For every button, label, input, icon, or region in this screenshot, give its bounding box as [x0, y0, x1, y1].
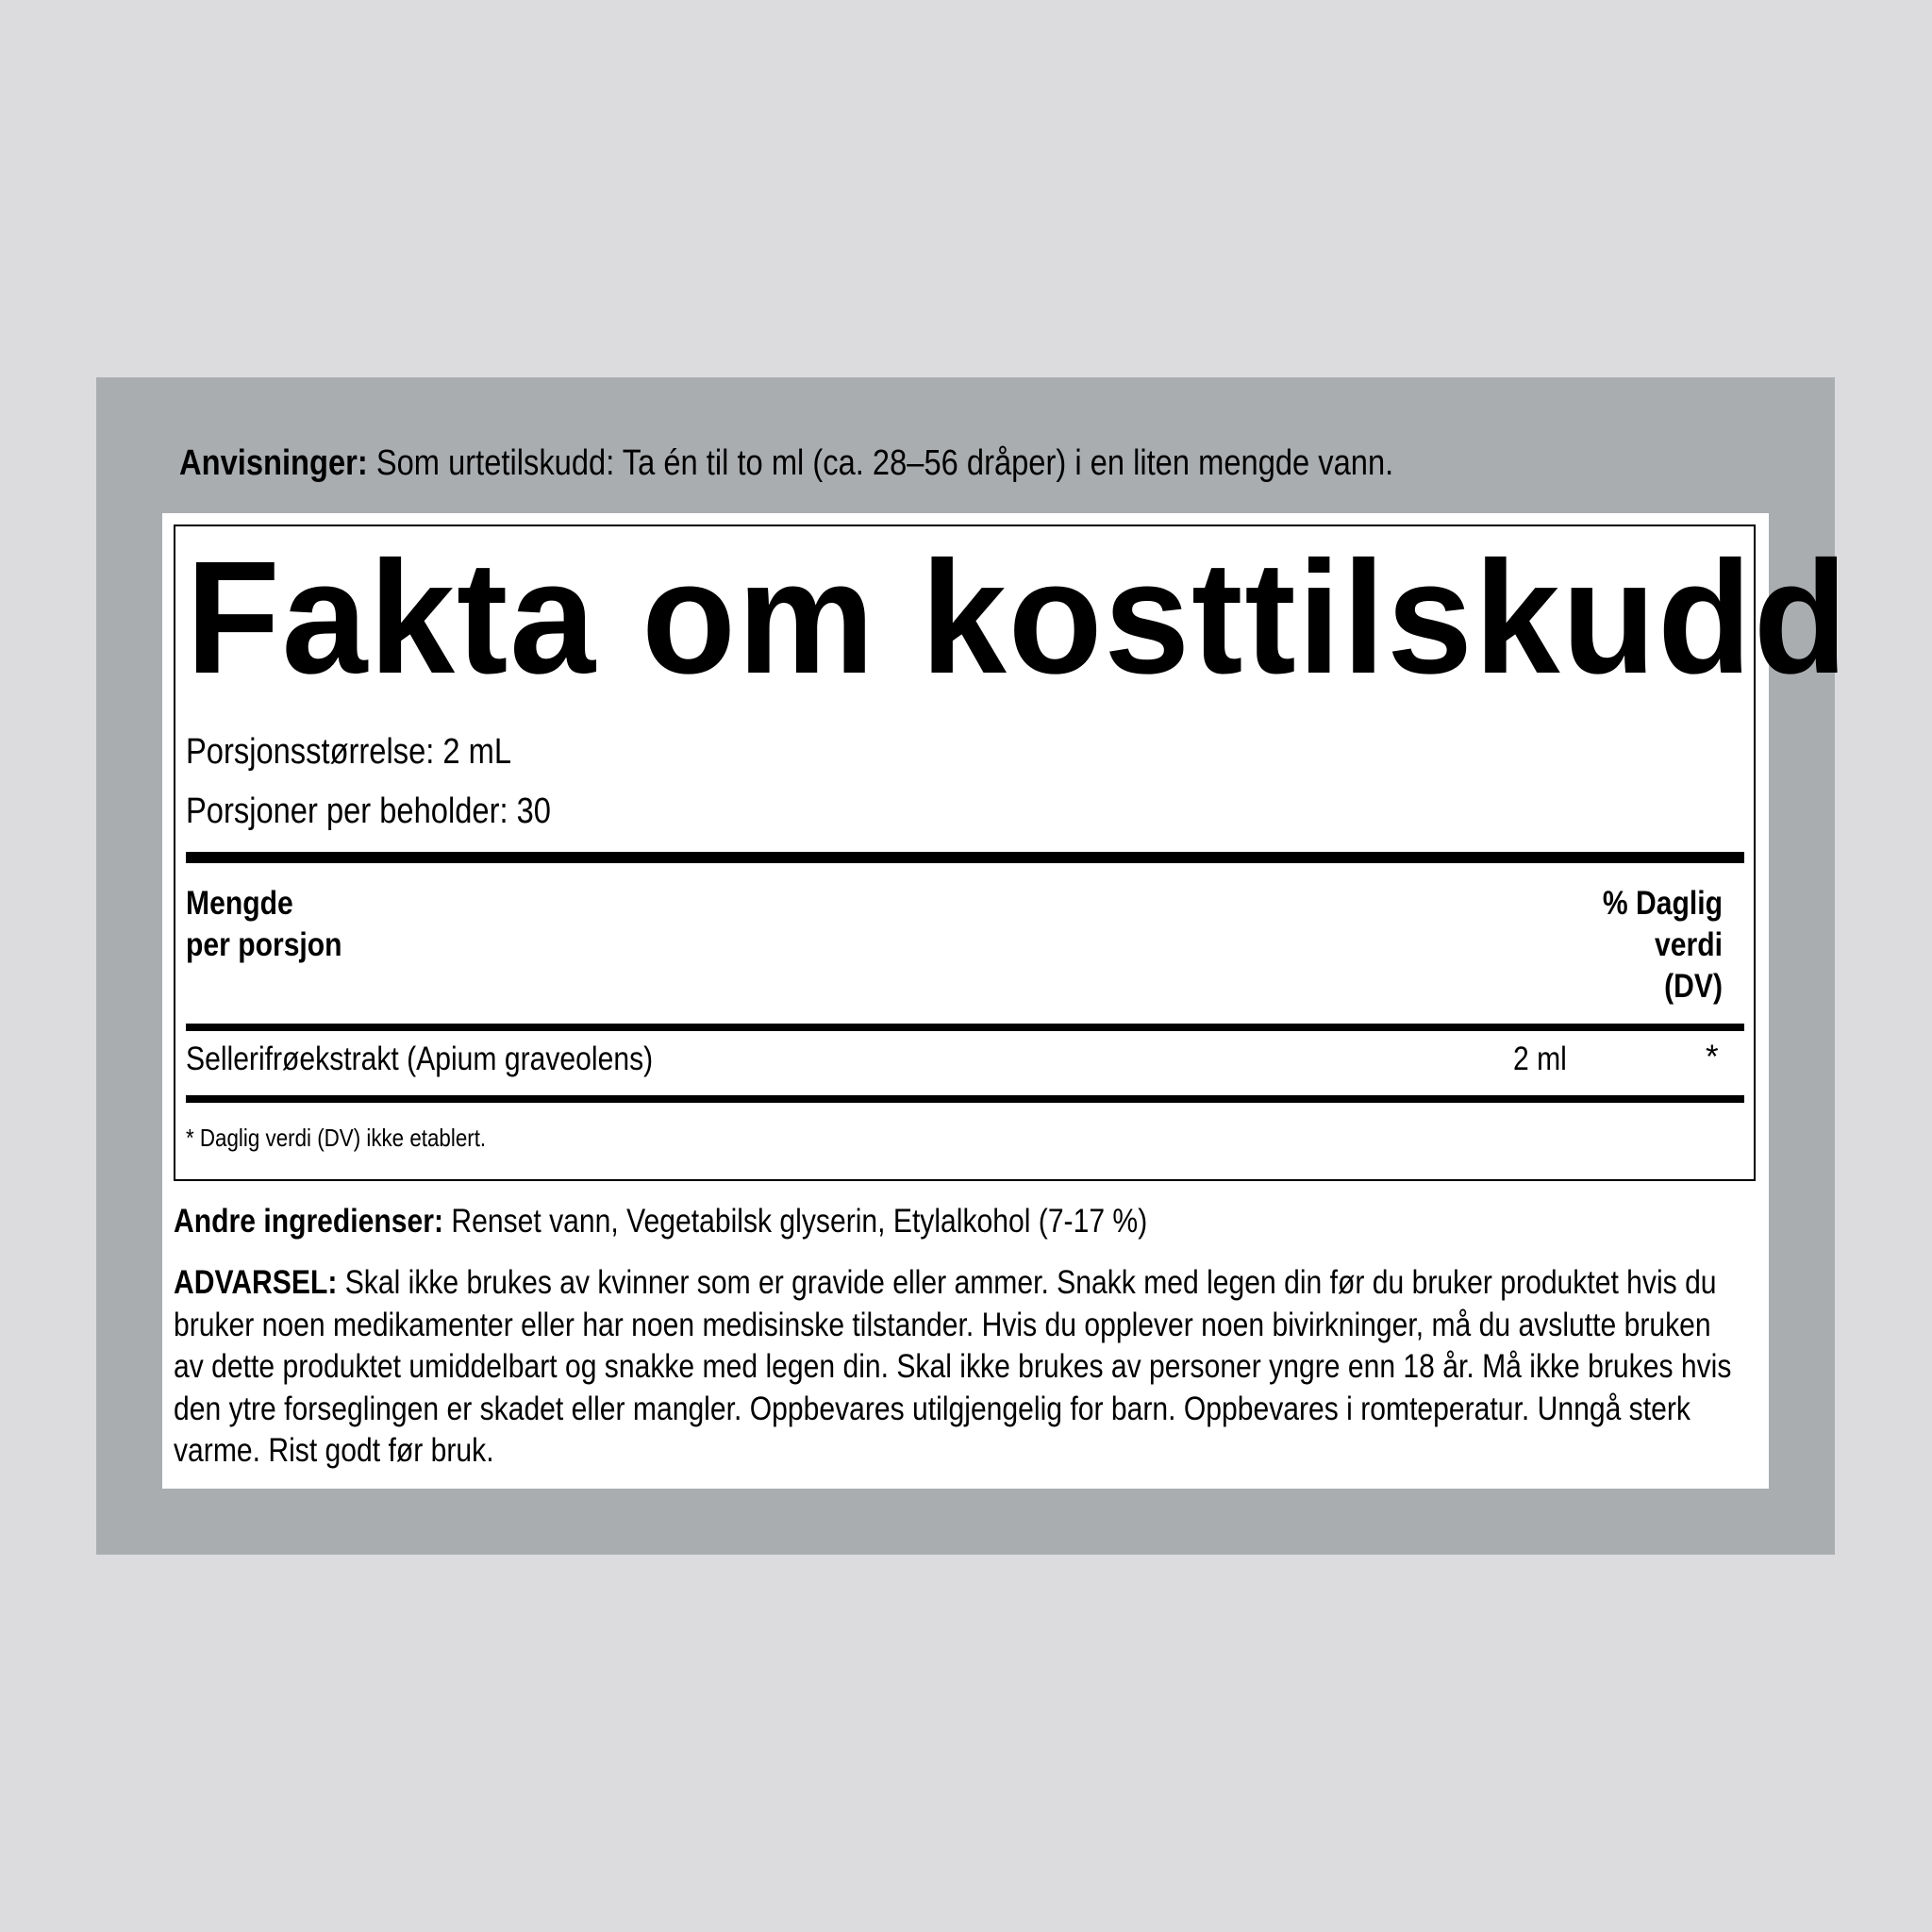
thick-divider-top	[186, 852, 1744, 863]
amount-header-line2: per porsjon	[186, 926, 342, 963]
directions	[179, 440, 1393, 487]
dv-header-line1: % Daglig	[1602, 885, 1723, 922]
directions-text: Som urtetilskudd: Ta én til to ml (ca. 28–56 dråper) i en liten mengde vann.	[367, 443, 1394, 483]
dv-header-line3: (DV)	[1664, 968, 1723, 1005]
warning-label: ADVARSEL:	[174, 1264, 338, 1301]
amount-header-line1: Mengde	[186, 885, 293, 922]
directions-label: Anvisninger:	[179, 443, 368, 483]
amount-per-serving-header	[186, 883, 429, 966]
other-ingredients-label: Andre ingredienser:	[174, 1203, 444, 1240]
servings-per-container: Porsjoner per beholder: 30	[186, 791, 551, 831]
warning-text: Skal ikke brukes av kvinner som er gravide eller ammer. Snakk med legen din før du bruker produktet hvis du bruker noen medikamenter eller har noen medisinske tilstander. Hvis du opplever noen bivirkninger, må du avslutte bruken av dette produktet umiddelbart og snakke med legen din. Skal ikke brukes av personer yngre enn 18 år. Må ikke brukes hvis den ytre forseglingen er skadet eller mangler. Oppbevares utilgjengelig for barn. Oppbevares i romteperatur. Unngå sterk varme. Rist godt før bruk.	[174, 1264, 1732, 1469]
ingredient-daily-value: *	[1706, 1039, 1719, 1075]
divider-bottom	[186, 1095, 1744, 1103]
daily-value-header	[1572, 883, 1723, 1008]
dv-header-line2: verdi	[1655, 926, 1723, 963]
other-ingredients	[174, 1199, 1147, 1244]
serving-size: Porsjonsstørrelse: 2 mL	[186, 732, 512, 772]
daily-value-footnote: * Daglig verdi (DV) ikke etablert.	[186, 1124, 487, 1152]
divider-header	[186, 1024, 1744, 1031]
other-ingredients-text: Renset vann, Vegetabilsk glyserin, Etylalkohol (7-17 %)	[443, 1203, 1148, 1240]
ingredient-name: Sellerifrøekstrakt (Apium graveolens)	[186, 1041, 654, 1077]
supplement-facts-title: Fakta om kosttilskudd	[186, 528, 1850, 708]
warning	[174, 1262, 1736, 1473]
ingredient-amount: 2 ml	[1513, 1041, 1567, 1077]
